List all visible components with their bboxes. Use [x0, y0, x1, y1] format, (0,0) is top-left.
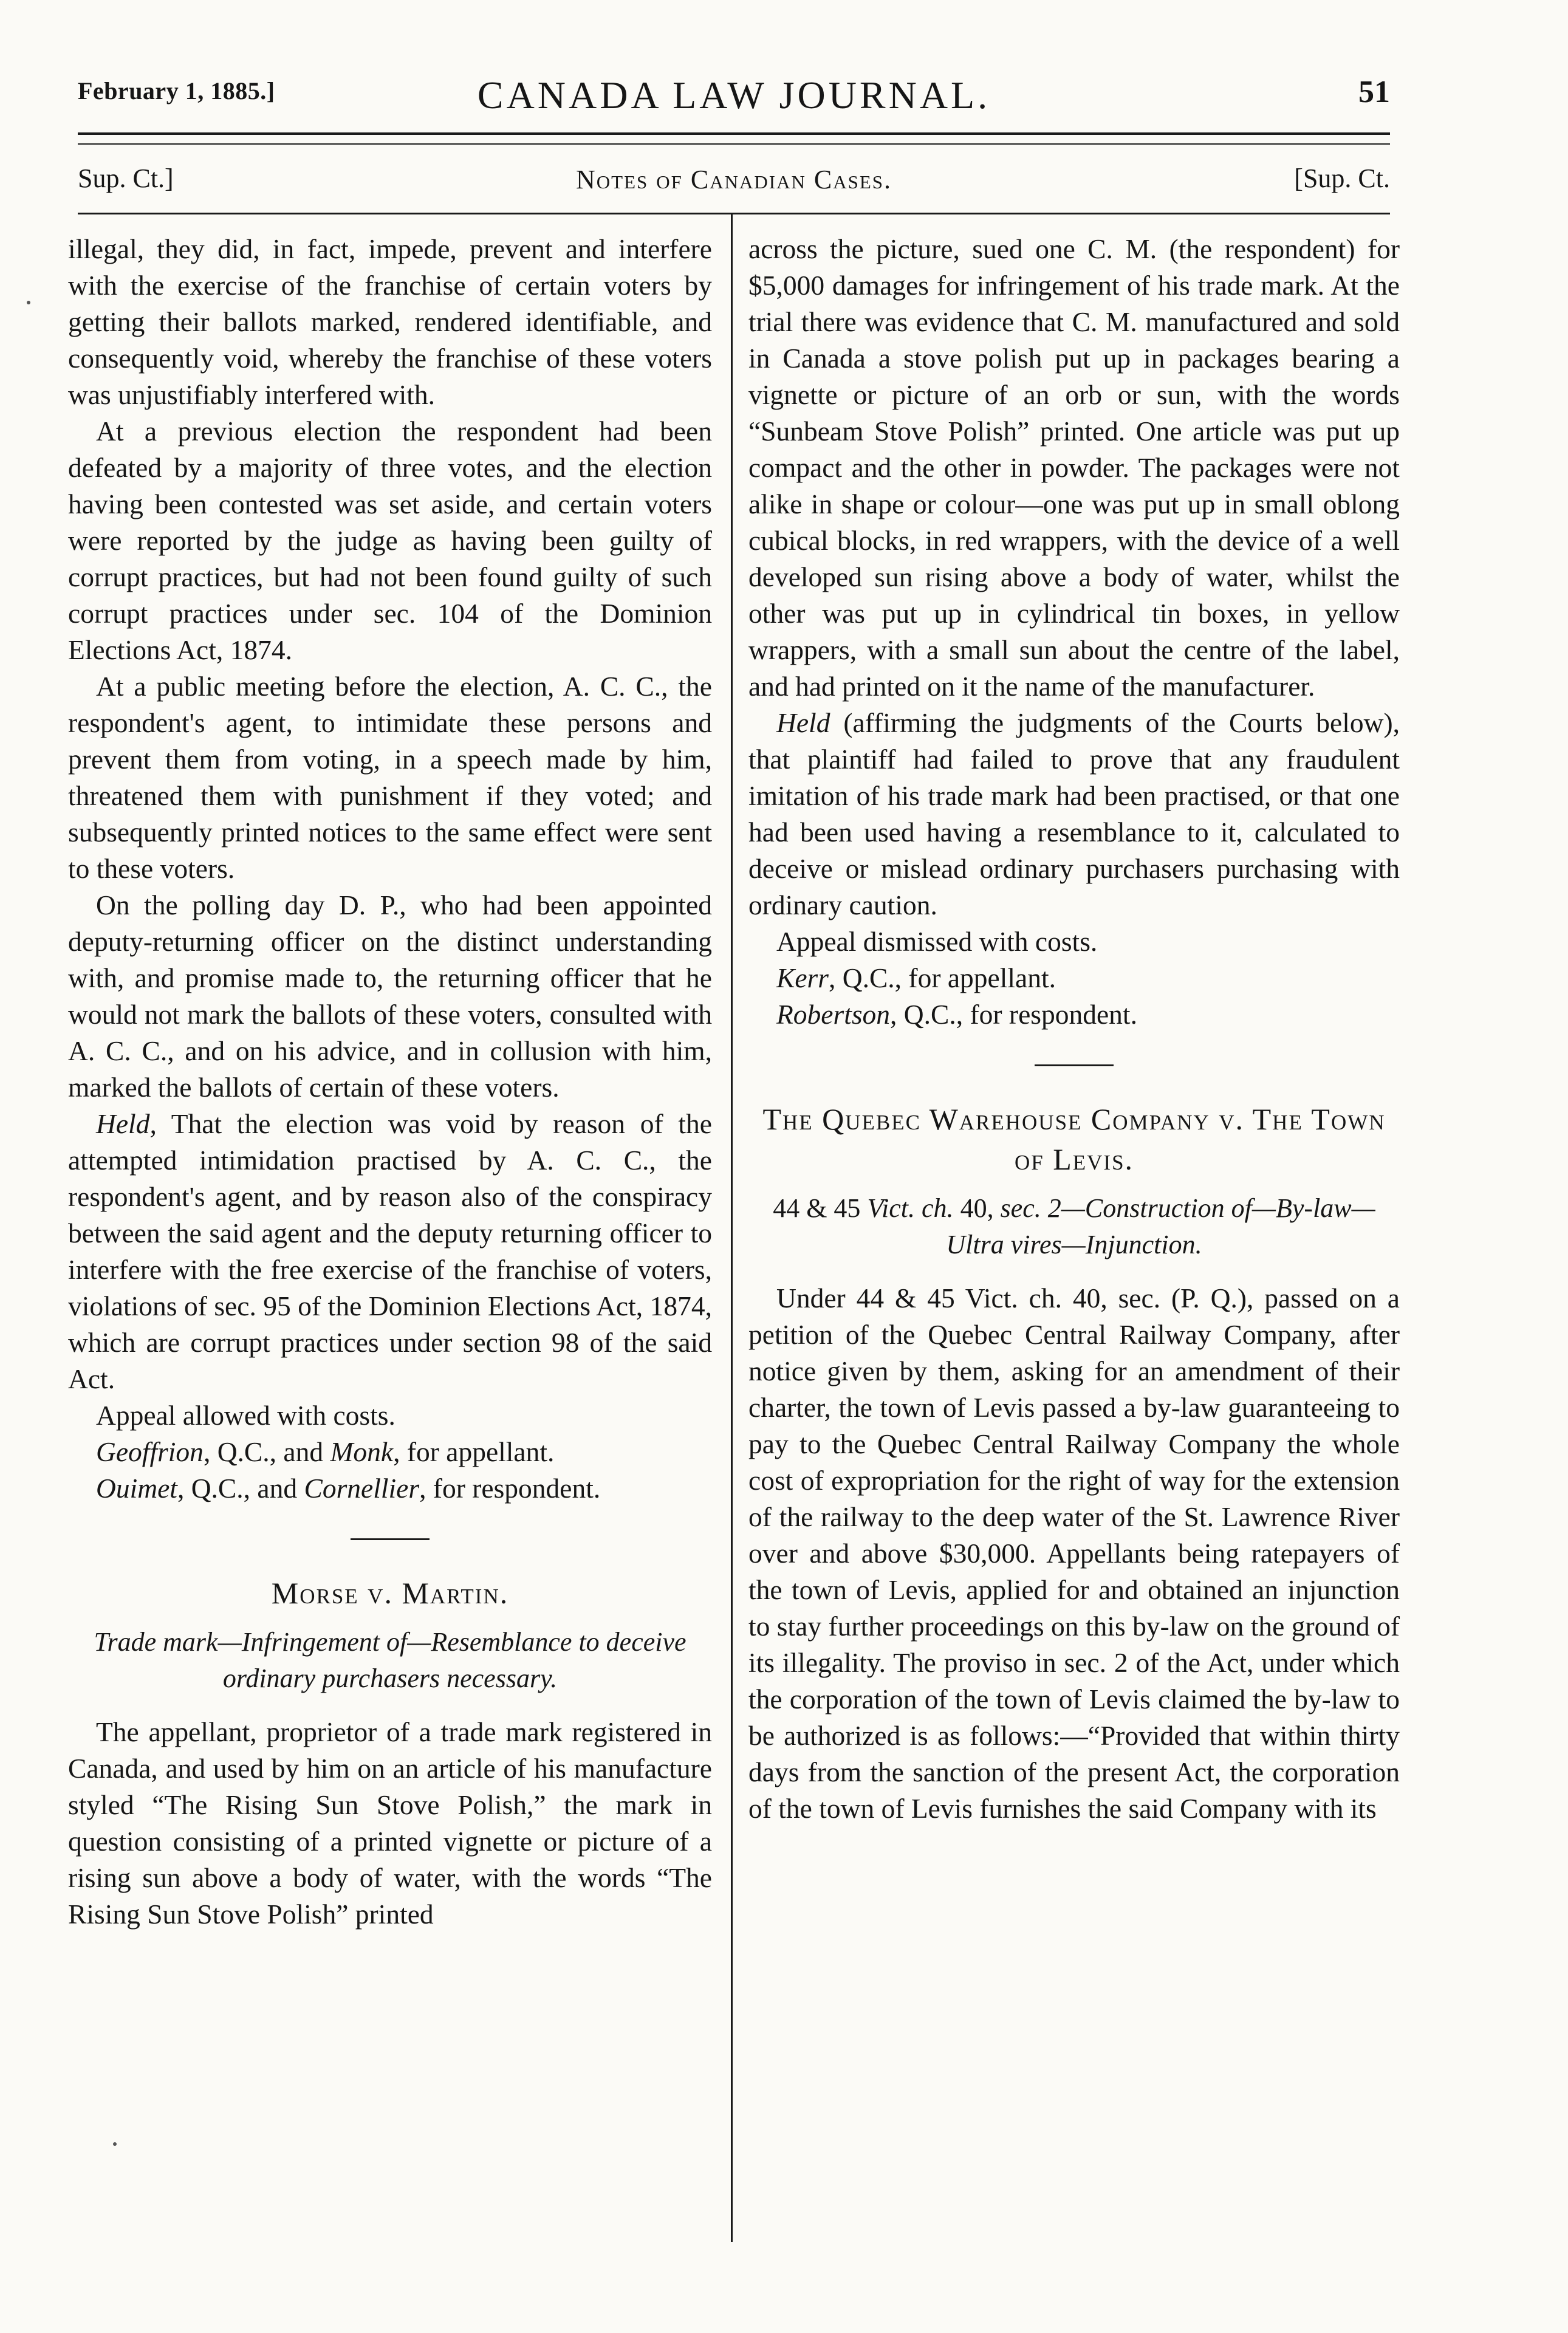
running-head [78, 68, 1390, 123]
counsel-respondent [748, 996, 1400, 1033]
headnote-text: Vict. ch. [867, 1193, 960, 1223]
counsel-name: Monk [330, 1436, 394, 1467]
paragraph: Under 44 & 45 Vict. ch. 40, sec. (P. Q.), passed on a petition of the Quebec Central Railway Company, after notice given by them, asking for an amendment of their charter, the town of Levis passed a by-law guaranteeing to pay to the Quebec Central Railway Company the whole cost of expropriation for the right of way for the extension of the railway to the deep water of the St. Lawrence River over and above $30,000. Appellants being ratepayers of the town of Levis, applied for and obtained an injunction to stay further proceedings on this by-law on the ground of its illegality. The proviso in sec. 2 of the Act, under which the corporation of the town of Levis claimed the by-law to be authorized is as follows:—“Provided that within thirty days from the sanction of the present Act, the corporation of the town of Levis furnishes the said Company with its [748, 1283, 1400, 1824]
header-double-rule [78, 132, 1390, 145]
counsel-name: Kerr [776, 962, 829, 993]
holding-text: That the election was void by reason of the attempted intimidation practised by A. C. C., the respondent's agent, and by reason also of the conspiracy between the said agent and the deputy returning officer to interfere with the free exercise of the franchise of voters, violations of sec. 95 of the Dominion Elections Act, 1874, which are corrupt practices under section 98 of the said Act. [68, 1108, 712, 1394]
paragraph: At a public meeting before the election, A. C. C., the respondent's agent, to intimidate these persons and prevent them from voting, in a speech made by him, threatened them with punishment if they voted; and subsequently printed notices to the same effect were sent to these voters. [68, 671, 712, 884]
counsel-name: Ouimet [96, 1473, 177, 1504]
paragraph: On the polling day D. P., who had been appointed deputy-returning officer on the distinct understanding with, and promise made to, the returning officer that he would not mark the ballots of these voters, consulted with A. C. C., and on his advice, and in collusion with him, marked the ballots of certain of these voters. [68, 889, 712, 1103]
paragraph: The appellant, proprietor of a trade mark registered in Canada, and used by him on an article of his manufacture styled “The Rising Sun Stove Polish,” the mark in question consisting of a printed vignette or picture of a rising sun above a body of water, with the words “The Rising Sun Stove Polish” printed [68, 1716, 712, 1930]
counsel-text: , for appellant. [393, 1436, 555, 1467]
case-headnote [748, 1190, 1400, 1263]
section-header-right: [Sup. Ct. [1294, 163, 1390, 193]
counsel-name: Cornellier [304, 1473, 420, 1504]
case-separator-rule [351, 1538, 430, 1540]
paragraph: across the picture, sued one C. M. (the respondent) for $5,000 damages for infringement of his trade mark. At the trial there was evidence that C. M. manufactured and sold in Canada a stove polish put up in packages bearing a vignette or picture of an orb or sun, with the words “Sunbeam Stove Polish” printed. One article was put up compact and the other in powder. The packages were not alike in shape or colour—one was put up in small oblong cubical blocks, in red wrappers, with the device of a well developed sun rising above a body of water, whilst the other was put up in cylindrical tin boxes, in yellow wrappers, with a small sun about the centre of the label, and had printed on it the name of the manufacturer. [748, 233, 1400, 702]
print-speck [27, 301, 30, 304]
counsel-text: , Q.C., for appellant. [828, 962, 1056, 993]
holding-text: (affirming the judgments of the Courts below), that plaintiff had failed to prove that any fraudulent imitation of his trade mark had been practised, or that one had been used having a resemblance to it, calculated to deceive or mislead ordinary purchasers purchasing with ordinary caution. [748, 707, 1400, 920]
counsel-name: Robertson [776, 999, 891, 1030]
page-number: 51 [1358, 75, 1390, 109]
headnote-text: 2—Construction of—By-law—Ultra vires—Injunction. [946, 1193, 1375, 1259]
headnote-text: 40, [960, 1193, 1001, 1223]
counsel-appellant [748, 960, 1400, 996]
issue-date: February 1, 1885.] [78, 77, 275, 104]
case-headnote: Trade mark—Infringement of—Resemblance to deceive ordinary purchasers necessary. [94, 1627, 686, 1693]
section-header-title: Notes of Canadian Cases. [575, 165, 892, 194]
held-label: Held [776, 707, 830, 738]
print-speck [113, 2142, 117, 2146]
section-header [78, 159, 1390, 202]
section-header-left: Sup. Ct.] [78, 163, 174, 193]
paragraph: illegal, they did, in fact, impede, prevent and interfere with the exercise of the franchise of certain voters by getting their ballots marked, rendered identifiable, and consequently void, whereby the franchise of these voters was unjustifiably interfered with. [68, 233, 712, 410]
counsel-text: , Q.C., and [177, 1473, 304, 1504]
counsel-text: , Q.C., for respondent. [890, 999, 1137, 1030]
holding-paragraph [748, 705, 1400, 923]
headnote-text: sec. [1000, 1193, 1048, 1223]
case-title: The Quebec Warehouse Company v. The Town of Levis. [762, 1102, 1386, 1176]
right-column [748, 231, 1400, 1827]
section-header-rule [78, 213, 1390, 214]
disposition: Appeal allowed with costs. [96, 1400, 395, 1431]
case-title: Morse v. Martin. [271, 1576, 509, 1610]
counsel-name: Geoffrion [96, 1436, 204, 1467]
disposition: Appeal dismissed with costs. [776, 926, 1098, 957]
counsel-appellant [68, 1434, 712, 1470]
paragraph: At a previous election the respondent had been defeated by a majority of three votes, and the election having been contested was set aside, and certain voters were reported by the judge as having been guilty of corrupt practices, but had not been found guilty of such corrupt practices under sec. 104 of the Dominion Elections Act, 1874. [68, 416, 712, 665]
held-label: Held, [96, 1108, 157, 1139]
headnote-text: 44 & 45 [773, 1193, 868, 1223]
column-divider [731, 214, 733, 2242]
counsel-respondent [68, 1470, 712, 1507]
case-separator-rule [1035, 1064, 1114, 1066]
left-column [68, 231, 712, 1933]
journal-title: CANADA LAW JOURNAL. [477, 74, 991, 117]
counsel-text: , for respondent. [419, 1473, 601, 1504]
holding-paragraph [68, 1106, 712, 1397]
counsel-text: , Q.C., and [203, 1436, 330, 1467]
